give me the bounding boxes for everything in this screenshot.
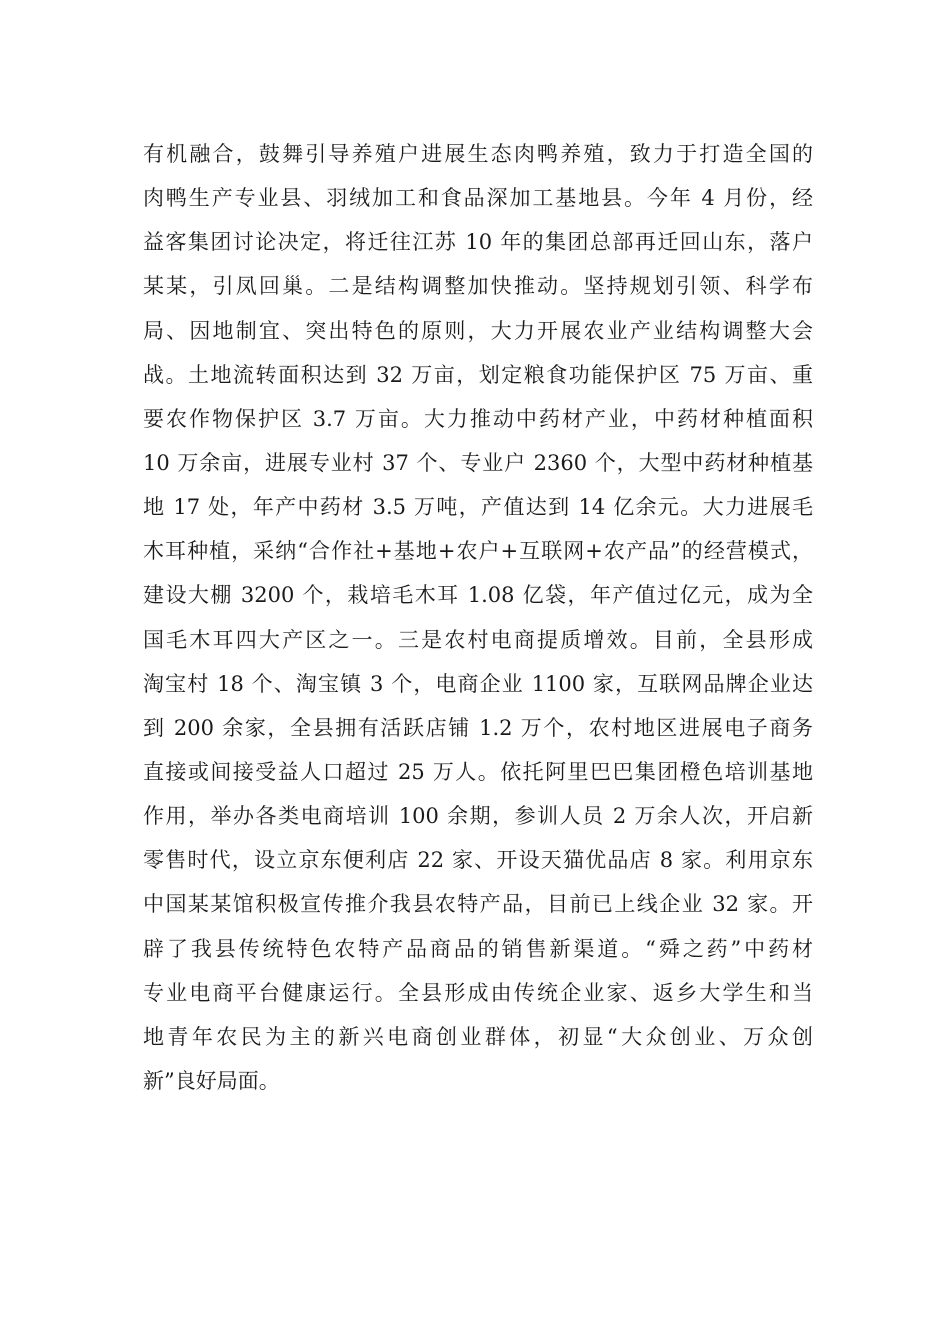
text-line: 某某，引凤回巢。二是结构调整加快推动。坚持规划引领、科学布 <box>143 274 813 299</box>
text-line: 要农作物保护区 3.7 万亩。大力推动中药材产业，中药材种植面积 <box>143 406 813 431</box>
text-line: 作用，举办各类电商培训 100 余期，参训人员 2 万余人次，开启新 <box>143 804 813 829</box>
text-line: 有机融合，鼓舞引导养殖户进展生态肉鸭养殖，致力于打造全国的 <box>143 142 813 166</box>
text-line: 木耳种植，采纳“合作社+基地+农户+互联网+农产品”的经营模式， <box>143 539 813 564</box>
text-line: 零售时代，设立京东便利店 22 家、开设天猫优品店 8 家。利用京东 <box>143 848 813 873</box>
text-line: 淘宝村 18 个、淘宝镇 3 个，电商企业 1100 家，互联网品牌企业达 <box>143 671 813 696</box>
text-line: 战。土地流转面积达到 32 万亩，划定粮食功能保护区 75 万亩、重 <box>143 362 813 387</box>
text-line: 地 17 处，年产中药材 3.5 万吨，产值达到 14 亿余元。大力进展毛 <box>143 495 813 520</box>
text-line: 中国某某馆积极宣传推介我县农特产品，目前已上线企业 32 家。开 <box>143 892 813 917</box>
text-line: 专业电商平台健康运行。全县形成由传统企业家、返乡大学生和当 <box>143 980 813 1005</box>
text-line: 到 200 余家，全县拥有活跃店铺 1.2 万个，农村地区进展电子商务 <box>143 715 813 740</box>
text-line: 局、因地制宜、突出特色的原则，大力开展农业产业结构调整大会 <box>143 318 813 343</box>
text-line: 肉鸭生产专业县、羽绒加工和食品深加工基地县。今年 4 月份，经 <box>143 186 813 211</box>
text-line: 地青年农民为主的新兴电商创业群体，初显“大众创业、万众创 <box>143 1024 813 1049</box>
text-line: 新”良好局面。 <box>143 1068 280 1093</box>
text-line: 直接或间接受益人口超过 25 万人。依托阿里巴巴集团橙色培训基地 <box>143 759 813 784</box>
text-line: 国毛木耳四大产区之一。三是农村电商提质增效。目前，全县形成 <box>143 627 813 652</box>
text-line: 10 万余亩，进展专业村 37 个、专业户 2360 个，大型中药材种植基 <box>143 450 813 475</box>
text-line: 益客集团讨论决定，将迁往江苏 10 年的集团总部再迁回山东，落户 <box>143 230 813 255</box>
text-line: 辟了我县传统特色农特产品商品的销售新渠道。“舜之药”中药材 <box>143 936 813 961</box>
text-line: 建设大棚 3200 个，栽培毛木耳 1.08 亿袋，年产值过亿元，成为全 <box>143 583 813 608</box>
body-paragraph <box>143 132 813 1103</box>
